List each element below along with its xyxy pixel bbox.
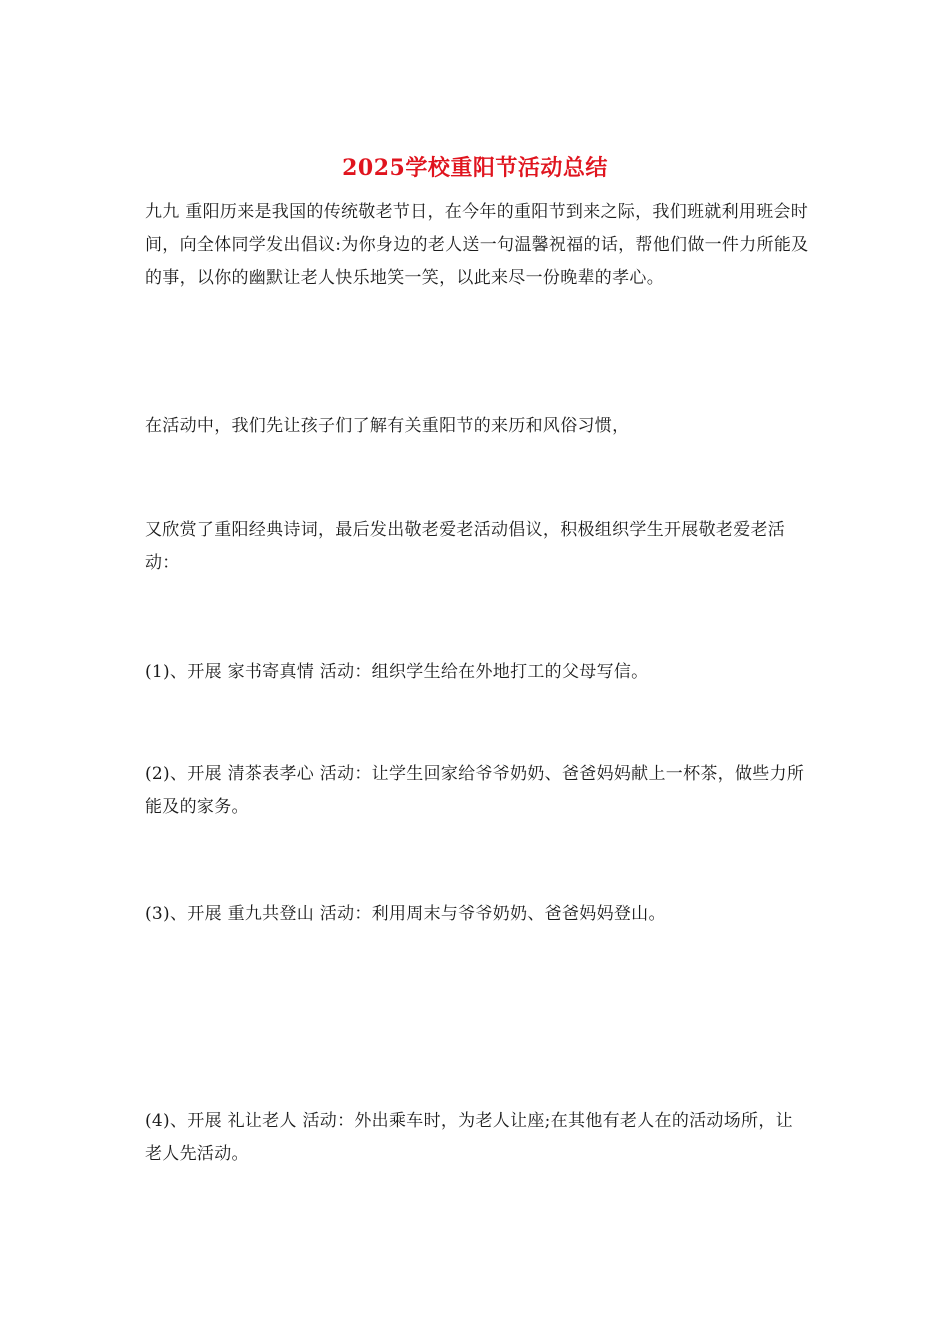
paragraph-item-1: (1)、开展 家书寄真情 活动：组织学生给在外地打工的父母写信。 — [145, 662, 649, 682]
paragraph-poetry-initiative: 又欣赏了重阳经典诗词，最后发出敬老爱老活动倡议，积极组织学生开展敬老爱老活动： — [145, 520, 786, 573]
paragraph-item-3: (3)、开展 重九共登山 活动：利用周末与爷爷奶奶、爸爸妈妈登山。 — [145, 904, 666, 924]
paragraph-item-4: (4)、开展 礼让老人 活动：外出乘车时，为老人让座;在其他有老人在的活动场所，让老人先活动。 — [145, 1111, 793, 1164]
paragraph-activity-start: 在活动中，我们先让孩子们了解有关重阳节的来历和风俗习惯， — [145, 416, 630, 436]
paragraph-item-2: (2)、开展 清茶表孝心 活动：让学生回家给爷爷奶奶、爸爸妈妈献上一杯茶，做些力所能及的家务。 — [145, 764, 805, 817]
paragraph-intro: 九九 重阳历来是我国的传统敬老节日，在今年的重阳节到来之际，我们班就利用班会时间，向全体同学发出倡议:为你身边的老人送一句温馨祝福的话，帮他们做一件力所能及的事，以你的幽默让老人快乐地笑一笑，以此来尽一份晚辈的孝心。 — [145, 202, 809, 288]
document-title: 2025学校重阳节活动总结 — [342, 155, 608, 181]
